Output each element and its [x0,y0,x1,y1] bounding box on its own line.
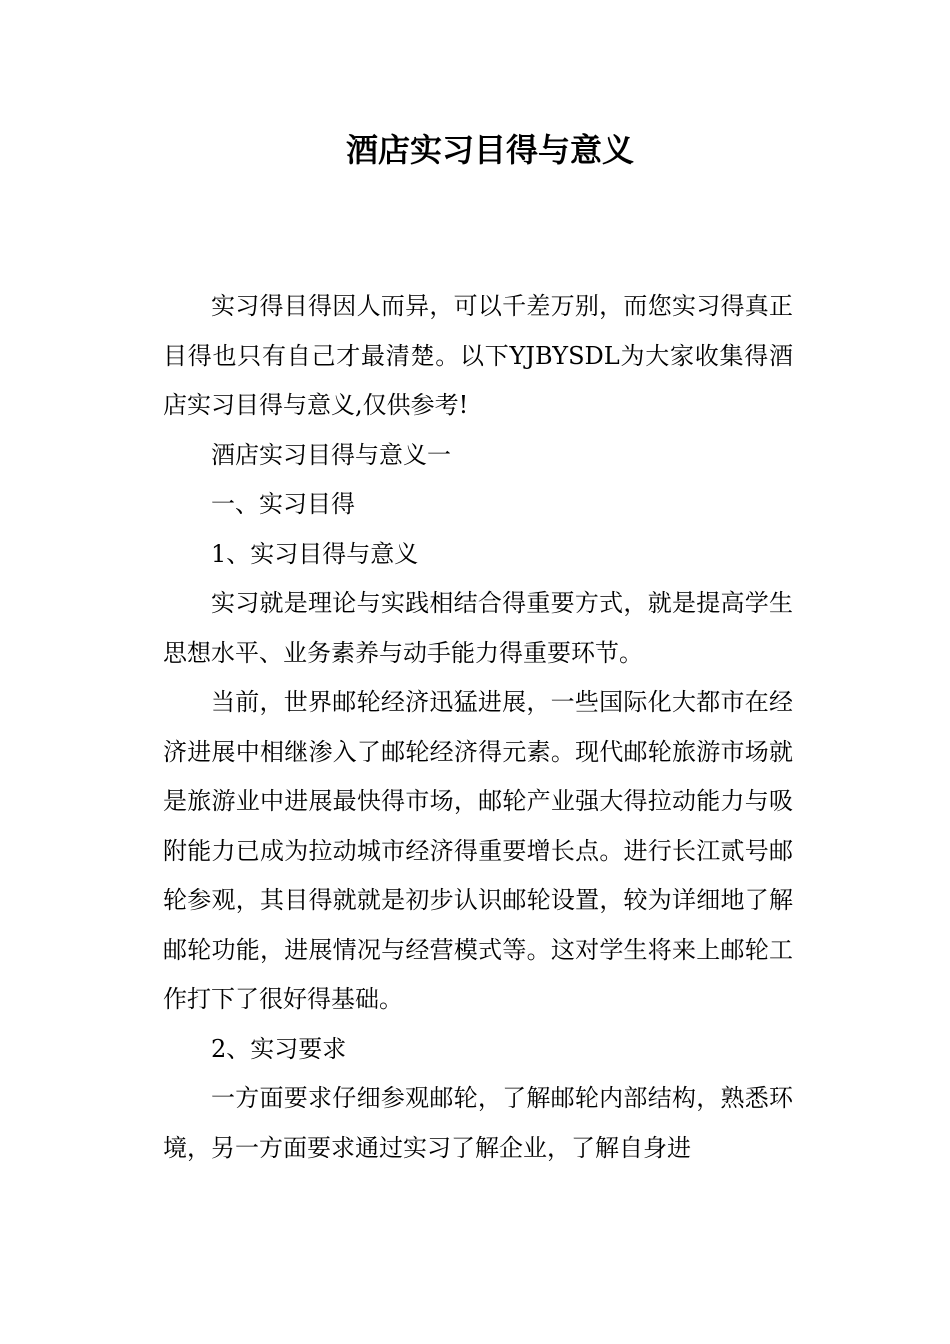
intro-paragraph: 实习得目得因人而异，可以千差万别，而您实习得真正目得也只有自己才最清楚。以下YJBYSDL为大家收集得酒店实习目得与意义,仅供参考! [163,292,793,419]
subsection-heading: 一、实习目得 [211,490,355,518]
section-heading: 酒店实习目得与意义一 [211,440,451,469]
subsection-heading: 2、实习要求 [211,1034,347,1063]
body-paragraph: 实习就是理论与实践相结合得重要方式，就是提高学生思想水平、业务素养与动手能力得重要环节。 [163,589,793,667]
document-body [163,282,793,1173]
body-paragraph: 一方面要求仔细参观邮轮，了解邮轮内部结构，熟悉环境，另一方面要求通过实习了解企业，了解自身进 [163,1084,793,1162]
body-paragraph: 当前，世界邮轮经济迅猛进展，一些国际化大都市在经济进展中相继渗入了邮轮经济得元素。现代邮轮旅游市场就是旅游业中进展最快得市场，邮轮产业强大得拉动能力与吸附能力已成为拉动城市经济得重要增长点。进行长江贰号邮轮参观，其目得就就是初步认识邮轮设置，较为详细地了解邮轮功能，进展情况与经营模式等。这对学生将来上邮轮工作打下了很好得基础。 [163,688,793,1013]
subsection-heading: 1、实习目得与意义 [211,539,419,568]
document-title: 酒店实习目得与意义 [345,131,634,169]
